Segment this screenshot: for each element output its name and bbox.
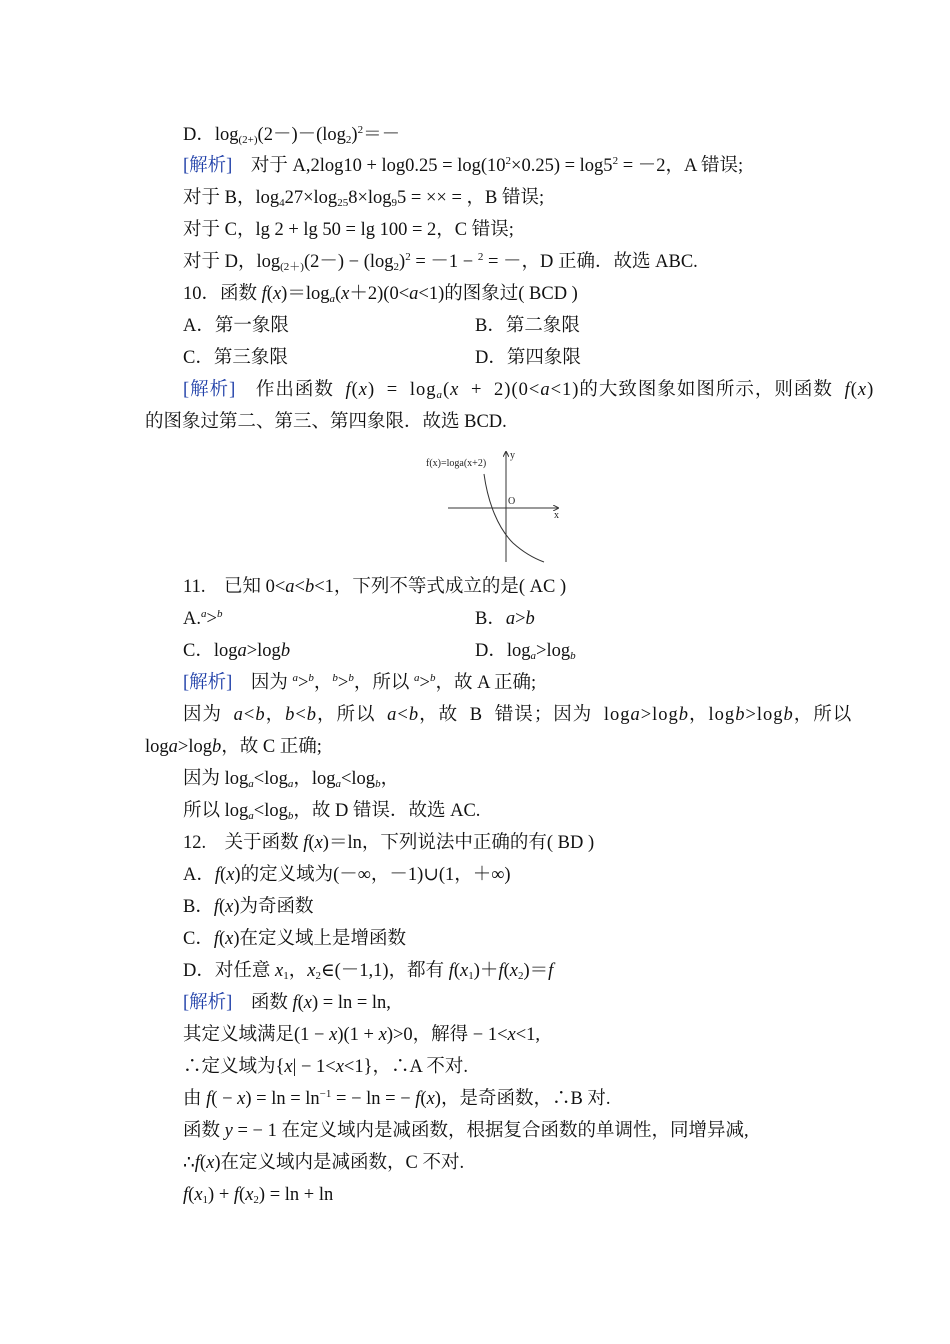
- options-row: [183, 343, 783, 373]
- option-d: D．第四象限: [475, 348, 581, 368]
- log-curve: [484, 474, 544, 562]
- options-row: [183, 636, 783, 666]
- analysis-line: [183, 668, 536, 698]
- text-fragment: 对于 $A,2\log 10 + \log 0.25 = \log(10^2\times 0.25) = \log 5^2 = -2$，A 错误;: [232, 155, 744, 176]
- text-line: [183, 1180, 333, 1210]
- question-10: [183, 279, 578, 309]
- text-fragment: loga>logb，故 C 正确;: [145, 737, 322, 757]
- text-line: [183, 215, 514, 245]
- x-axis-label: x: [554, 510, 559, 521]
- option-b: B．a>b: [475, 609, 535, 629]
- text-line: [145, 407, 507, 437]
- text-fragment: 所以 $\log_a<\log_b$，故 D 错误．故选 AC.: [183, 801, 481, 822]
- option-d: D．$\log_a>\log_b$: [475, 641, 576, 662]
- text-fragment: B．f(x)为奇函数: [183, 897, 314, 917]
- analysis-tag: [解析]: [183, 993, 233, 1013]
- text-fragment: D．对任意 $x_1$，$x_2\in(-1,1)$，都有 $f(x_1)+f(x_2)=f$: [183, 961, 554, 982]
- text-line: [183, 1116, 749, 1146]
- text-line: [183, 700, 852, 730]
- option-b: [183, 892, 314, 922]
- text-fragment: D．$\log_{(2+)}(2-)-(\log_2)^2=-$: [183, 124, 401, 146]
- function-label: f(x)=loga(x+2): [426, 458, 487, 469]
- text-fragment: 作出函数 $f(x) = \log_a(x + 2)(0<a<1)$的大致图象如图所示，则函数 f(x): [236, 380, 875, 401]
- text-line: [183, 183, 544, 213]
- log-graph-figure: [418, 448, 568, 566]
- option-a: [183, 860, 511, 890]
- question-11: [183, 572, 566, 602]
- text-fragment: 的图象过第二、第三、第四象限．故选 BCD.: [145, 412, 507, 432]
- option-c: C．loga>logb: [183, 641, 291, 661]
- text-fragment: A．f(x)的定义域为(－∞，－1)∪(1，＋∞): [183, 865, 511, 885]
- text-fragment: 因为 a<b，b<b，所以 a<b，故 B 错误；因为 loga>logb，logb>logb，所以: [183, 705, 853, 725]
- text-line: [183, 1084, 611, 1114]
- option-c: C．第三象限: [183, 348, 288, 368]
- analysis-tag: [解析]: [183, 156, 233, 176]
- text-fragment: 对于 C，lg 2 + lg 50 = lg 100 = 2，C 错误;: [183, 220, 514, 240]
- text-fragment: 对于 D，$\log_{(2+)}(2-) - (\log_2)^2 = -1 - ^2$ = －，D 正确．故选 ABC.: [183, 251, 698, 273]
- text-fragment: ∴f(x)在定义域内是减函数，C 不对.: [183, 1153, 465, 1173]
- text-fragment: 11. 已知 0<a<b<1，下列不等式成立的是( AC ): [183, 577, 567, 597]
- text-fragment: 函数 f(x) = ln = ln,: [232, 993, 391, 1013]
- option-b: B．第二象限: [475, 316, 580, 336]
- text-fragment: ∴定义域为{x| − 1<x<1}，∴A 不对.: [183, 1057, 469, 1077]
- options-row: [183, 311, 783, 341]
- text-fragment: 其定义域满足(1 − x)(1 + x)>0，解得 − 1<x<1,: [183, 1025, 541, 1045]
- text-fragment: 函数 y = − 1 在定义域内是减函数，根据复合函数的单调性，同增异减,: [183, 1121, 749, 1141]
- text-line: [183, 247, 698, 277]
- text-line: [183, 1052, 468, 1082]
- analysis-tag: [解析]: [183, 673, 233, 693]
- text-fragment: 因为 $^a$>$^b$，$^b$>$^b$，所以 $^a$>$^b$，故 A 正确;: [232, 672, 537, 693]
- y-axis-label: y: [510, 450, 515, 461]
- analysis-line: [183, 988, 391, 1018]
- option-a: A．第一象限: [183, 316, 289, 336]
- text-fragment: 对于 B，$\log_427\times\log_{25}8\times\log_95$ = ×× = ，B 错误;: [183, 188, 545, 209]
- option-c: [183, 924, 406, 954]
- text-line: [183, 1020, 540, 1050]
- text-fragment: $f(x_1) + f(x_2) = \ln + \ln$: [183, 1185, 334, 1206]
- origin-label: O: [508, 496, 516, 507]
- text-line: [183, 764, 399, 794]
- option-a: A.$^a$>$^b$: [183, 608, 223, 629]
- analysis-tag: [解析]: [183, 380, 237, 400]
- option-d-line: [183, 120, 400, 150]
- text-line: [183, 796, 480, 826]
- text-fragment: 由 $f( - x) = \ln = \ln^{-1}$ = − ln = − f(x)，是奇函数，∴B 对.: [183, 1088, 611, 1109]
- text-line: [145, 732, 322, 762]
- text-fragment: 12. 关于函数 f(x)＝ln，下列说法中正确的有( BD ): [183, 833, 595, 853]
- options-row: [183, 604, 783, 634]
- text-fragment: 10．函数 $f(x)=\log_a(x+2)(0<a<1)$的图象过( BCD ): [183, 284, 578, 305]
- analysis-line: [183, 151, 743, 181]
- text-fragment: 因为 $\log_a<\log_a$，$\log_a<\log_b$，: [183, 769, 400, 790]
- option-d: [183, 956, 553, 986]
- question-12: [183, 828, 594, 858]
- analysis-line: [183, 375, 874, 405]
- text-fragment: C．f(x)在定义域上是增函数: [183, 929, 407, 949]
- text-line: [183, 1148, 464, 1178]
